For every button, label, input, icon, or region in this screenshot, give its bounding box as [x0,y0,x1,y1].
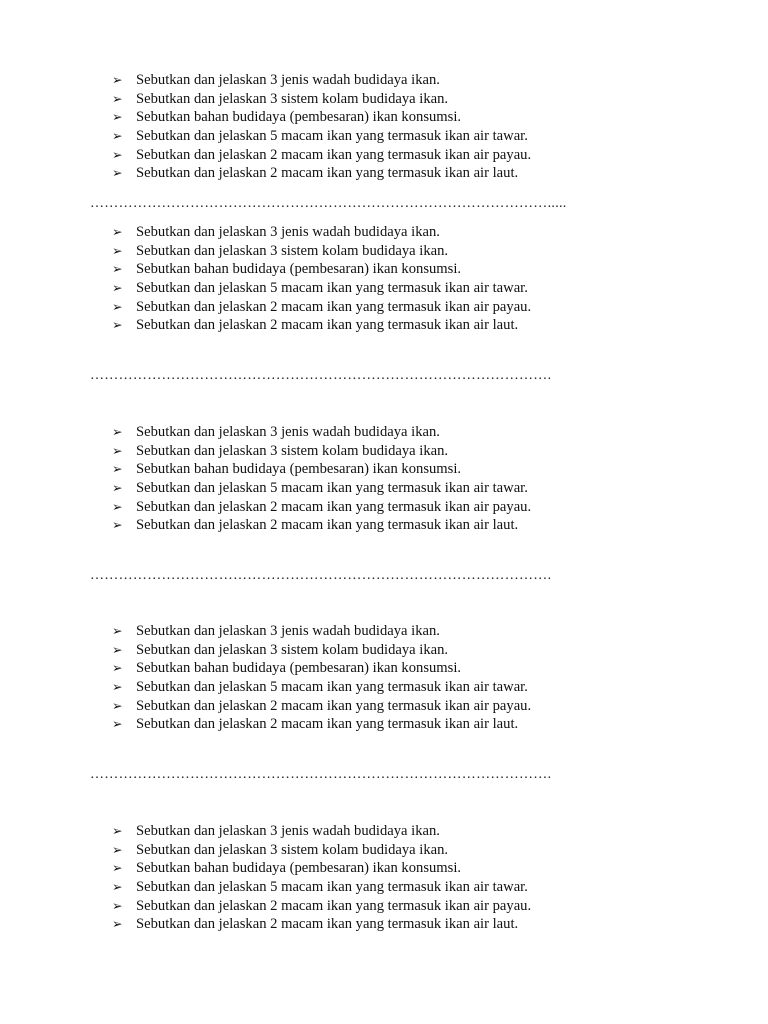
list-item [112,298,712,317]
arrow-bullet-icon: ➢ [112,261,123,277]
list-item [112,223,712,242]
question-text: Sebutkan bahan budidaya (pembesaran) ikan konsumsi. [136,109,462,126]
list-item [112,242,712,261]
question-text: Sebutkan dan jelaskan 3 sistem kolam budidaya ikan. [136,641,449,658]
question-text: Sebutkan dan jelaskan 5 macam ikan yang termasuk ikan air tawar. [136,280,528,297]
question-text: Sebutkan dan jelaskan 2 macam ikan yang termasuk ikan air laut. [136,517,519,534]
question-text: Sebutkan dan jelaskan 3 sistem kolam budidaya ikan. [136,442,449,459]
question-list-2 [112,223,712,335]
list-item [112,878,712,897]
question-text: Sebutkan dan jelaskan 2 macam ikan yang termasuk ikan air laut. [136,317,519,334]
question-text: Sebutkan dan jelaskan 5 macam ikan yang termasuk ikan air tawar. [136,128,528,145]
arrow-bullet-icon: ➢ [112,109,123,125]
list-item [112,498,712,517]
question-text: Sebutkan dan jelaskan 3 sistem kolam budidaya ikan. [136,242,449,259]
list-item [112,659,712,678]
arrow-bullet-icon: ➢ [112,716,123,732]
list-item [112,316,712,335]
question-text: Sebutkan dan jelaskan 2 macam ikan yang termasuk ikan air laut. [136,716,519,733]
list-item [112,915,712,934]
arrow-bullet-icon: ➢ [112,498,123,514]
list-item [112,516,712,535]
list-item [112,146,712,165]
question-text: Sebutkan dan jelaskan 2 macam ikan yang termasuk ikan air payau. [136,146,532,163]
question-text: Sebutkan dan jelaskan 3 jenis wadah budidaya ikan. [136,823,440,839]
arrow-bullet-icon: ➢ [112,424,123,439]
question-text: Sebutkan dan jelaskan 2 macam ikan yang termasuk ikan air laut. [136,165,519,182]
arrow-bullet-icon: ➢ [112,128,123,144]
list-item [112,164,712,183]
arrow-bullet-icon: ➢ [112,298,123,314]
list-item [112,127,712,146]
dotted-cut-line: ……………………………………………………………………………………. [90,568,552,583]
arrow-bullet-icon: ➢ [112,90,123,106]
list-item [112,442,712,461]
arrow-bullet-icon: ➢ [112,280,123,296]
list-item [112,460,712,479]
list-item [112,279,712,298]
arrow-bullet-icon: ➢ [112,916,123,932]
list-item [112,678,712,697]
question-text: Sebutkan dan jelaskan 2 macam ikan yang termasuk ikan air payau. [136,298,532,315]
list-item [112,423,712,442]
arrow-bullet-icon: ➢ [112,442,123,458]
arrow-bullet-icon: ➢ [112,146,123,162]
list-item [112,697,712,716]
question-text: Sebutkan dan jelaskan 5 macam ikan yang termasuk ikan air tawar. [136,879,528,896]
question-text: Sebutkan dan jelaskan 5 macam ikan yang termasuk ikan air tawar. [136,480,528,497]
arrow-bullet-icon: ➢ [112,623,123,638]
question-text: Sebutkan dan jelaskan 3 jenis wadah budidaya ikan. [136,424,440,440]
arrow-bullet-icon: ➢ [112,697,123,713]
question-list-5 [112,822,712,934]
arrow-bullet-icon: ➢ [112,242,123,258]
list-item [112,841,712,860]
question-text: Sebutkan bahan budidaya (pembesaran) ikan konsumsi. [136,261,462,278]
question-text: Sebutkan dan jelaskan 2 macam ikan yang termasuk ikan air payau. [136,498,532,515]
question-text: Sebutkan bahan budidaya (pembesaran) ikan konsumsi. [136,660,462,677]
arrow-bullet-icon: ➢ [112,224,123,239]
arrow-bullet-icon: ➢ [112,841,123,857]
arrow-bullet-icon: ➢ [112,517,123,533]
list-item [112,822,712,841]
question-text: Sebutkan bahan budidaya (pembesaran) ikan konsumsi. [136,860,462,877]
arrow-bullet-icon: ➢ [112,72,123,87]
arrow-bullet-icon: ➢ [112,879,123,895]
list-item [112,108,712,127]
question-text: Sebutkan dan jelaskan 3 sistem kolam budidaya ikan. [136,90,449,107]
question-list-4 [112,622,712,734]
arrow-bullet-icon: ➢ [112,317,123,333]
list-item [112,260,712,279]
list-item [112,71,712,90]
question-list-3 [112,423,712,535]
arrow-bullet-icon: ➢ [112,480,123,496]
arrow-bullet-icon: ➢ [112,823,123,838]
question-text: Sebutkan dan jelaskan 2 macam ikan yang termasuk ikan air payau. [136,897,532,914]
arrow-bullet-icon: ➢ [112,461,123,477]
question-text: Sebutkan dan jelaskan 2 macam ikan yang termasuk ikan air payau. [136,697,532,714]
list-item [112,641,712,660]
arrow-bullet-icon: ➢ [112,165,123,181]
arrow-bullet-icon: ➢ [112,679,123,695]
question-text: Sebutkan dan jelaskan 2 macam ikan yang termasuk ikan air laut. [136,916,519,933]
list-item [112,859,712,878]
question-text: Sebutkan bahan budidaya (pembesaran) ikan konsumsi. [136,461,462,478]
arrow-bullet-icon: ➢ [112,860,123,876]
list-item [112,90,712,109]
question-text: Sebutkan dan jelaskan 3 jenis wadah budidaya ikan. [136,224,440,240]
question-text: Sebutkan dan jelaskan 3 sistem kolam budidaya ikan. [136,841,449,858]
list-item [112,622,712,641]
dotted-cut-line: ……………………………………………………………………………………..... [90,196,567,211]
list-item [112,479,712,498]
question-text: Sebutkan dan jelaskan 5 macam ikan yang termasuk ikan air tawar. [136,679,528,696]
question-list-1 [112,71,712,183]
arrow-bullet-icon: ➢ [112,897,123,913]
dotted-cut-line: ……………………………………………………………………………………. [90,767,552,782]
list-item [112,897,712,916]
dotted-cut-line: ……………………………………………………………………………………. [90,368,552,383]
question-text: Sebutkan dan jelaskan 3 jenis wadah budidaya ikan. [136,623,440,639]
question-text: Sebutkan dan jelaskan 3 jenis wadah budidaya ikan. [136,72,440,88]
list-item [112,715,712,734]
arrow-bullet-icon: ➢ [112,641,123,657]
arrow-bullet-icon: ➢ [112,660,123,676]
